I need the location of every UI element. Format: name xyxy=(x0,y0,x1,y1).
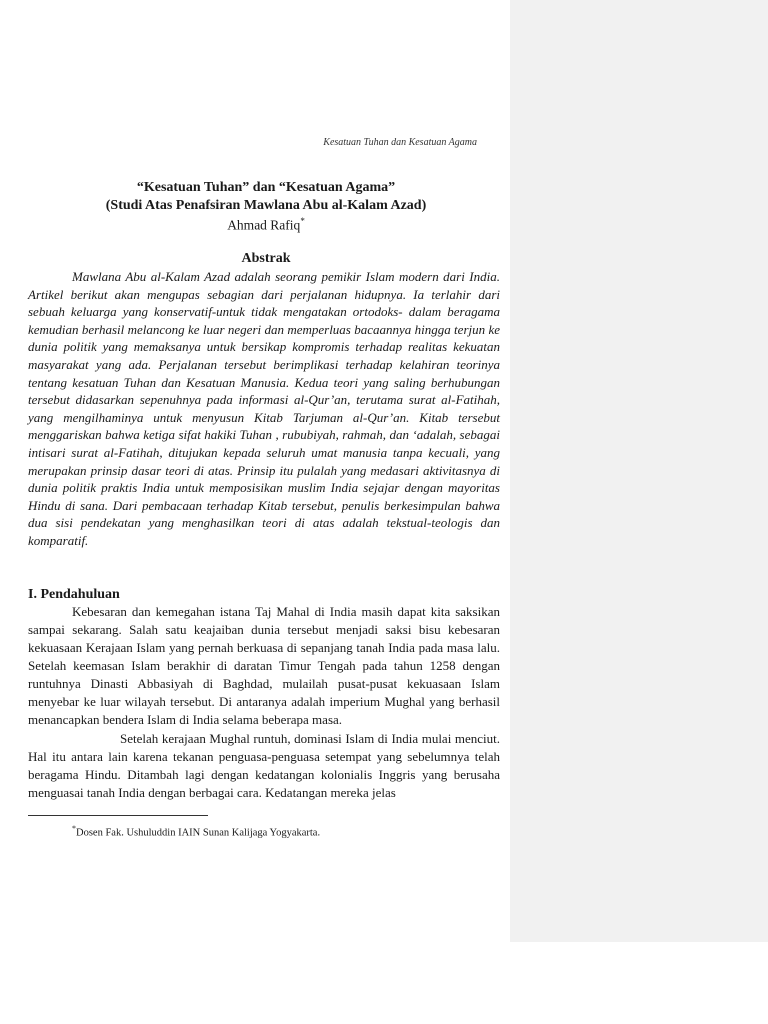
running-head: Kesatuan Tuhan dan Kesatuan Agama xyxy=(323,137,477,148)
author-name: Ahmad Rafiq xyxy=(227,217,301,233)
footnote-divider xyxy=(28,815,208,816)
author-line xyxy=(0,216,532,234)
page-bottom-margin xyxy=(0,942,768,1024)
abstract-heading: Abstrak xyxy=(241,251,291,266)
abstract-text: Mawlana Abu al-Kalam Azad adalah seorang pemikir Islam modern dari India. Artikel berikut akan mengupas sebagian dari perjalanan hidupnya. Ia terlahir dari sebuah keluarga yang konservatif-untuk tidak mengatakan ortodoks- dalam beragama kemudian berhasil melancong ke luar negeri dan memperluas bacaannya hingga terjun ke dunia politik yang memaksanya untuk bersikap kompromis terhadap realitas kekuatan masyarakat yang ada. Perjalanan tersebut berimplikasi terhadap kelahiran teorinya tentang kesatuan Tuhan dan Kesatuan Manusia. Kedua teori yang saling berhubungan tersebut didasarkan sepenuhnya pada informasi al-Qur’an, terutama surat al-Fatihah, yang mengilhaminya untuk menyusun Kitab Tarjuman al-Qur’an. Kitab tersebut menggariskan bahwa ketiga sifat hakiki Tuhan , rububiyah, rahmah, dan ‘adalah, sebagai intisari surat al-Fatihah, ditujukan kepada seluruh umat manusia tanpa kecuali, yang merupakan prinsip dasar teori di atas. Prinsip itu pulalah yang medasari aktivitasnya di dunia politik praktis India untuk memposisikan muslim India sejajar dengan mayoritas Hindu di sana. Dari pembacaan terhadap Kitab tersebut, penulis berkesimpulan bahwa dua sisi pendekatan yang menghasilkan teori di atas adalah tekstual-teologis dan komparatif. xyxy=(28,269,500,548)
article-title: “Kesatuan Tuhan” dan “Kesatuan Agama” xyxy=(136,180,396,195)
article-subtitle: (Studi Atas Penafsiran Mawlana Abu al-Kalam Azad) xyxy=(105,198,427,213)
body-paragraph: Kebesaran dan kemegahan istana Taj Mahal di India masih dapat kita saksikan sampai sekarang. Salah satu keajaiban dunia tersebut menjadi saksi bisu kebesaran kekuasaan Kerajaan Islam yang pernah berkuasa di sepanjang tanah India pada masa lalu. Setelah keemasan Islam berakhir di daratan Timur Tengah pada tahun 1258 dengan runtuhnya Dinasti Abbasiyah di Baghdad, mulailah pusat-pusat kekuasaan Islam menyebar ke luar wilayah tersebut. Di antaranya adalah imperium Mughal yang berhasil menancapkan bendera Islam di India selama beberapa masa. xyxy=(28,604,500,727)
footnote-marker: * xyxy=(72,824,76,833)
footnote-text: Dosen Fak. Ushuluddin IAIN Sunan Kalijaga Yogyakarta. xyxy=(76,827,321,839)
footnote xyxy=(72,824,320,839)
author-footnote-marker: * xyxy=(300,216,305,226)
section-heading: I. Pendahuluan xyxy=(28,587,120,602)
body-paragraph: Setelah kerajaan Mughal runtuh, dominasi Islam di India mulai menciut. Hal itu antara lain karena tekanan penguasa-penguasa setempat yang sebelumnya telah beragama Hindu. Ditambah lagi dengan kedatangan kolonialis Inggris yang berusaha menguasai tanah India dengan berbagai cara. Kedatangan mereka jelas xyxy=(28,731,500,800)
comment-pane xyxy=(510,0,768,942)
